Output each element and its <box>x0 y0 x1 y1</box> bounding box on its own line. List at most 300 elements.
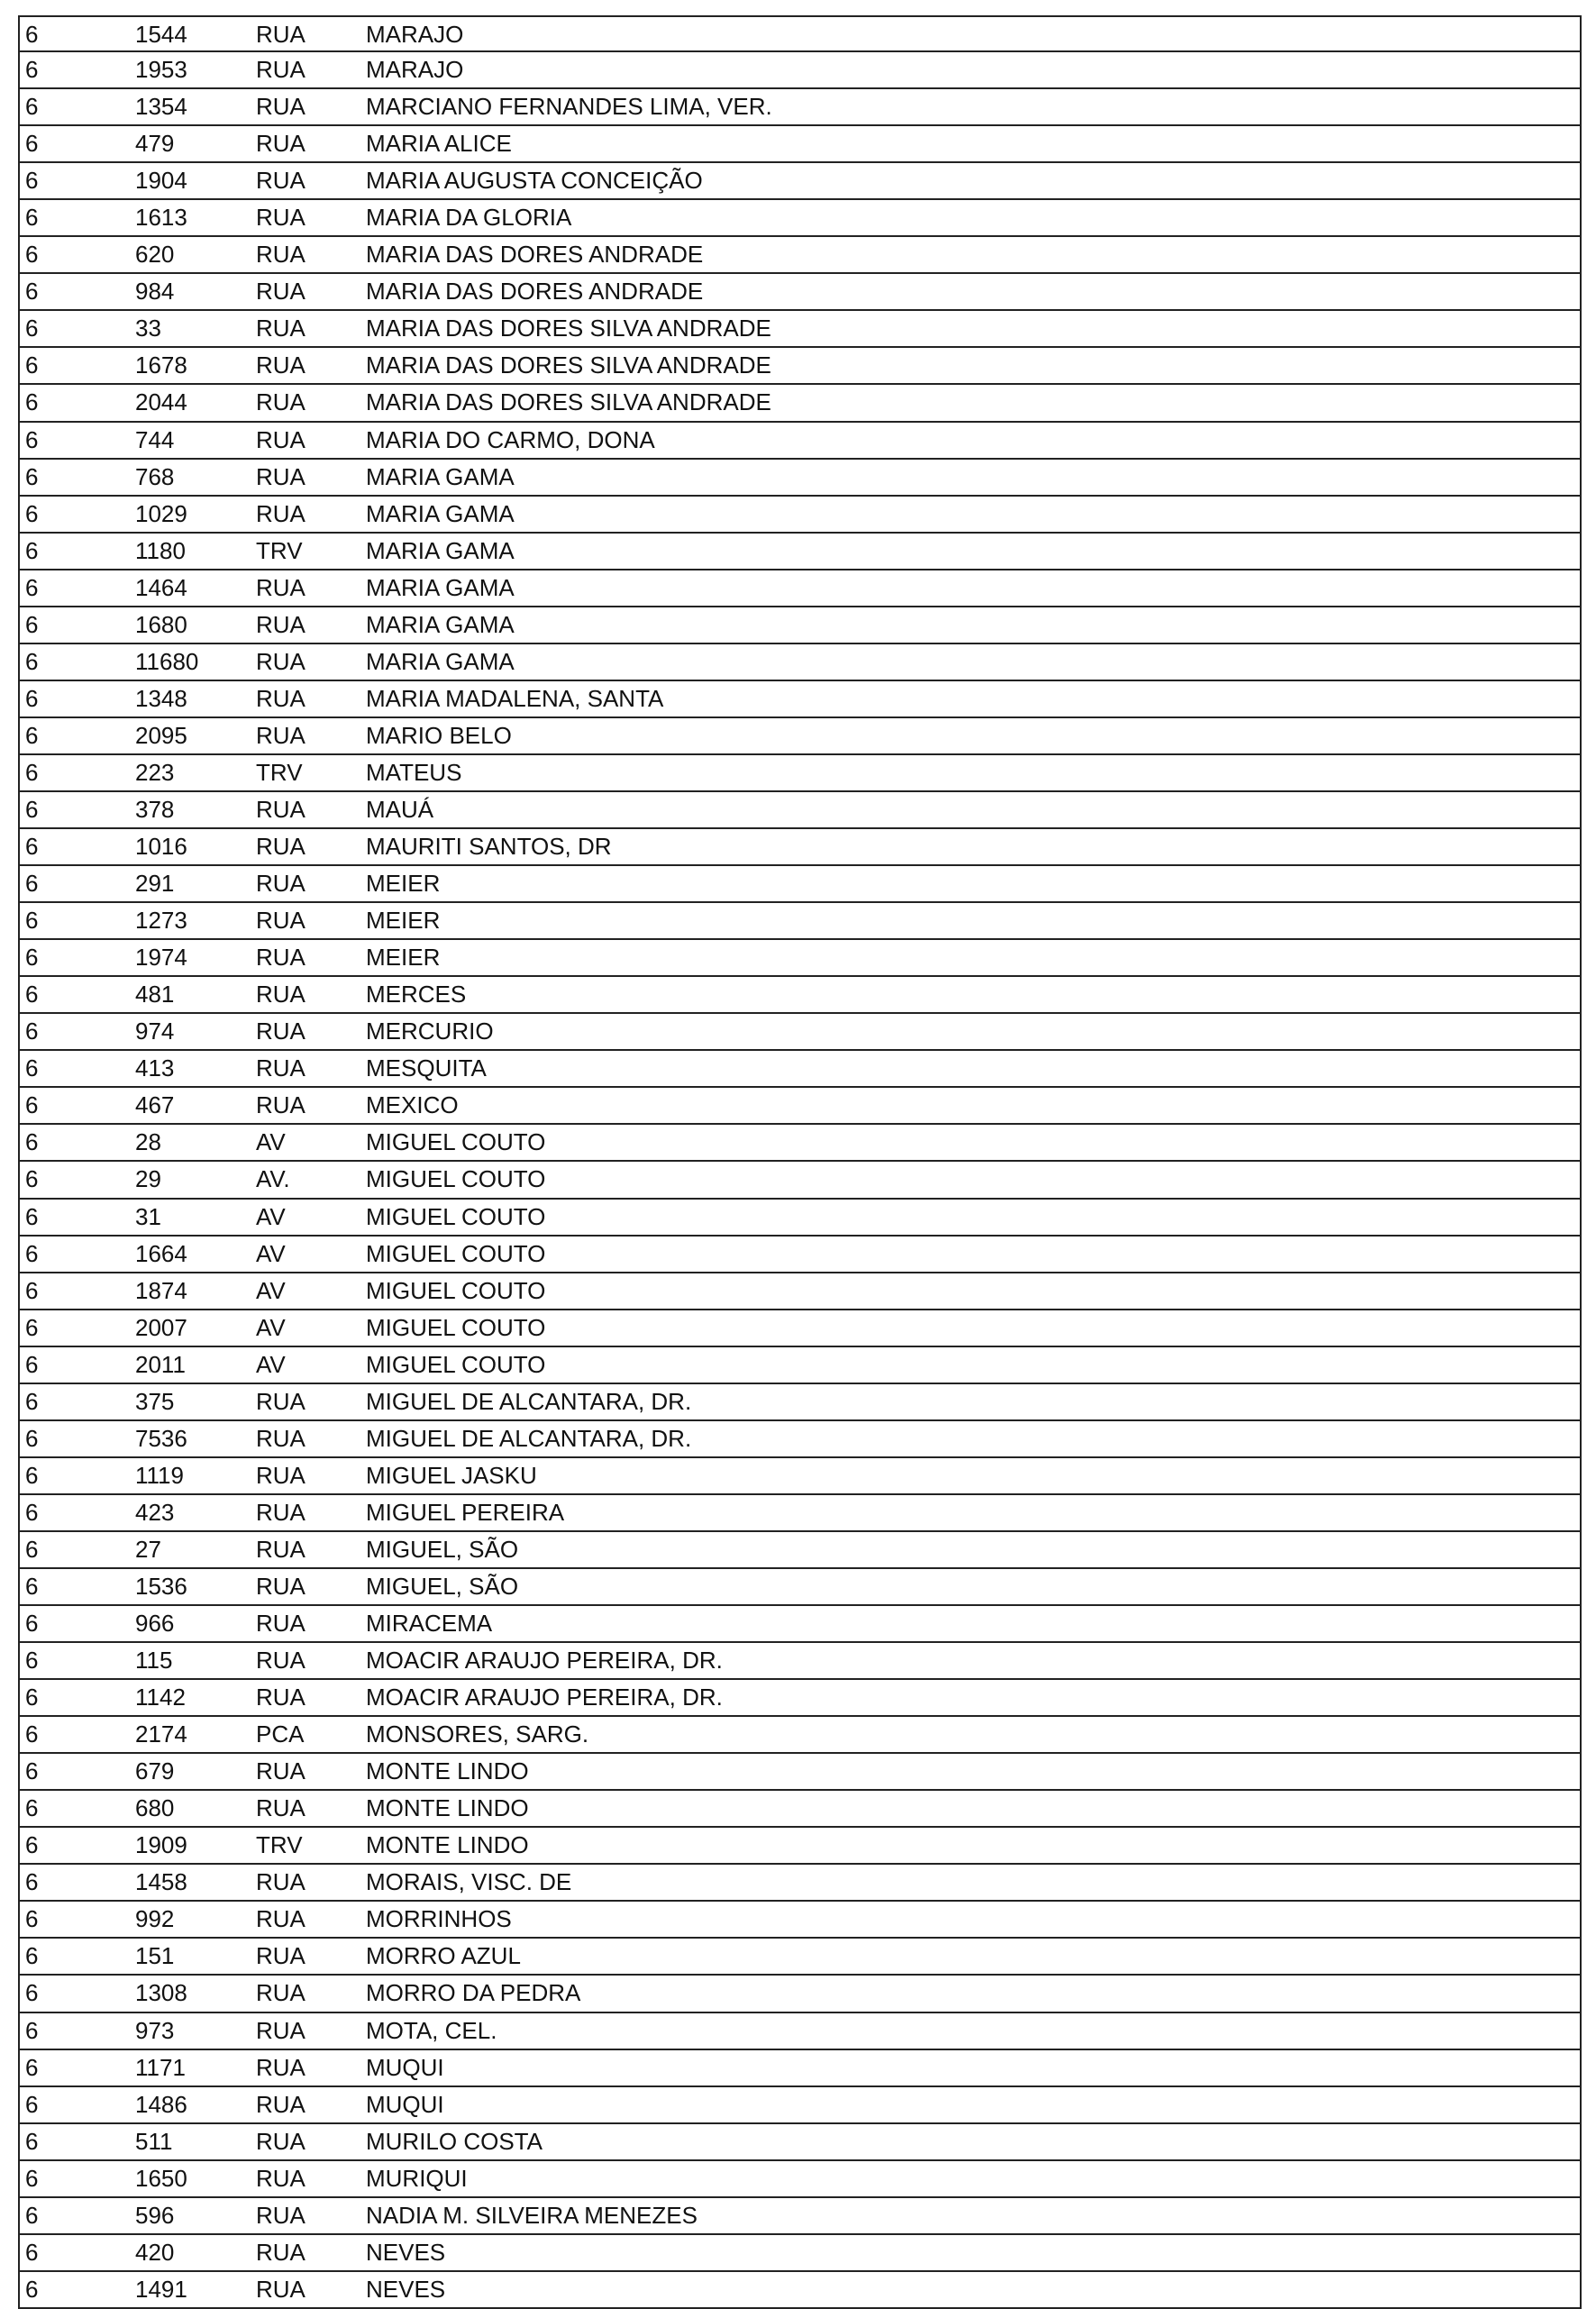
code-cell: 1029 <box>135 499 187 527</box>
zone-cell: 6 <box>25 1868 39 1896</box>
zone-cell: 6 <box>25 167 39 195</box>
zone-cell: 6 <box>25 981 39 1008</box>
code-cell: 1486 <box>135 2090 187 2118</box>
zone-cell: 6 <box>25 573 39 601</box>
type-cell: RUA <box>256 2275 306 2303</box>
table-row <box>18 1939 1582 1976</box>
type-cell: RUA <box>256 610 306 638</box>
table-row <box>18 977 1582 1014</box>
street-name-cell: MIGUEL COUTO <box>366 1313 546 1341</box>
type-cell: AV. <box>256 1165 290 1193</box>
zone-cell: 6 <box>25 1424 39 1452</box>
table-row <box>18 1791 1582 1828</box>
type-cell: RUA <box>256 1535 306 1563</box>
table-row <box>18 940 1582 977</box>
type-cell: AV <box>256 1128 286 1156</box>
street-name-cell: MOTA, CEL. <box>366 2016 497 2044</box>
code-cell: 768 <box>135 462 175 490</box>
type-cell: RUA <box>256 241 306 269</box>
code-cell: 966 <box>135 1610 175 1638</box>
street-table <box>18 15 1582 2309</box>
code-cell: 1974 <box>135 944 187 972</box>
zone-cell: 6 <box>25 2164 39 2192</box>
type-cell: RUA <box>256 833 306 861</box>
type-cell: RUA <box>256 1868 306 1896</box>
zone-cell: 6 <box>25 1350 39 1378</box>
type-cell: RUA <box>256 795 306 823</box>
street-name-cell: MARIA MADALENA, SANTA <box>366 684 664 712</box>
zone-cell: 6 <box>25 2016 39 2044</box>
table-row <box>18 1828 1582 1865</box>
code-cell: 7536 <box>135 1424 187 1452</box>
zone-cell: 6 <box>25 21 39 48</box>
code-cell: 1171 <box>135 2053 186 2081</box>
zone-cell: 6 <box>25 1165 39 1193</box>
type-cell: RUA <box>256 1905 306 1933</box>
code-cell: 375 <box>135 1387 175 1415</box>
code-cell: 11680 <box>135 647 199 675</box>
street-name-cell: NADIA M. SILVEIRA MENEZES <box>366 2201 698 2229</box>
code-cell: 1119 <box>135 1461 184 1489</box>
type-cell: RUA <box>256 388 306 416</box>
table-row <box>18 1606 1582 1643</box>
street-name-cell: MARIA DAS DORES SILVA ANDRADE <box>366 315 771 342</box>
zone-cell: 6 <box>25 351 39 379</box>
code-cell: 28 <box>135 1128 161 1156</box>
table-row <box>18 89 1582 126</box>
street-name-cell: NEVES <box>366 2275 446 2303</box>
code-cell: 620 <box>135 241 175 269</box>
type-cell: RUA <box>256 462 306 490</box>
type-cell: RUA <box>256 1757 306 1785</box>
street-name-cell: MARIA GAMA <box>366 499 515 527</box>
table-row <box>18 311 1582 348</box>
table-row <box>18 718 1582 755</box>
code-cell: 33 <box>135 315 161 342</box>
code-cell: 413 <box>135 1054 175 1082</box>
table-row <box>18 1273 1582 1310</box>
code-cell: 973 <box>135 2016 175 2044</box>
code-cell: 1348 <box>135 684 187 712</box>
table-row <box>18 1162 1582 1199</box>
table-row <box>18 348 1582 385</box>
type-cell: RUA <box>256 573 306 601</box>
zone-cell: 6 <box>25 1387 39 1415</box>
code-cell: 596 <box>135 2201 175 2229</box>
street-name-cell: MARIA DAS DORES SILVA ANDRADE <box>366 388 771 416</box>
zone-cell: 6 <box>25 870 39 898</box>
code-cell: 744 <box>135 425 175 453</box>
type-cell: AV <box>256 1313 286 1341</box>
street-name-cell: MORRO AZUL <box>366 1942 521 1970</box>
type-cell: AV <box>256 1350 286 1378</box>
type-cell: RUA <box>256 1424 306 1452</box>
street-name-cell: MORRINHOS <box>366 1905 512 1933</box>
table-row <box>18 126 1582 163</box>
zone-cell: 6 <box>25 1794 39 1822</box>
street-name-cell: MEIER <box>366 870 441 898</box>
street-name-cell: MONTE LINDO <box>366 1757 529 1785</box>
code-cell: 1613 <box>135 204 187 232</box>
zone-cell: 6 <box>25 130 39 158</box>
type-cell: RUA <box>256 2090 306 2118</box>
table-row <box>18 2124 1582 2161</box>
type-cell: RUA <box>256 1684 306 1711</box>
street-name-cell: MIGUEL COUTO <box>366 1202 546 1230</box>
table-row <box>18 52 1582 89</box>
code-cell: 1142 <box>135 1684 186 1711</box>
table-row <box>18 681 1582 718</box>
table-row <box>18 163 1582 200</box>
code-cell: 1180 <box>135 536 186 564</box>
type-cell: AV <box>256 1276 286 1304</box>
zone-cell: 6 <box>25 499 39 527</box>
street-name-cell: MURILO COSTA <box>366 2127 543 2155</box>
type-cell: RUA <box>256 425 306 453</box>
zone-cell: 6 <box>25 1461 39 1489</box>
table-row <box>18 644 1582 681</box>
table-row <box>18 15 1582 52</box>
table-row <box>18 755 1582 792</box>
street-name-cell: MARAJO <box>366 21 464 48</box>
table-row <box>18 2087 1582 2124</box>
table-row <box>18 200 1582 237</box>
zone-cell: 6 <box>25 944 39 972</box>
street-name-cell: MURIQUI <box>366 2164 468 2192</box>
type-cell: RUA <box>256 56 306 84</box>
street-name-cell: MARIA DA GLORIA <box>366 204 572 232</box>
zone-cell: 6 <box>25 1572 39 1600</box>
zone-cell: 6 <box>25 278 39 306</box>
street-name-cell: MUQUI <box>366 2090 444 2118</box>
street-name-cell: MUQUI <box>366 2053 444 2081</box>
table-row <box>18 1310 1582 1347</box>
type-cell: RUA <box>256 2164 306 2192</box>
street-name-cell: MIGUEL COUTO <box>366 1128 546 1156</box>
type-cell: TRV <box>256 758 303 786</box>
code-cell: 1650 <box>135 2164 187 2192</box>
zone-cell: 6 <box>25 2238 39 2266</box>
zone-cell: 6 <box>25 1202 39 1230</box>
zone-cell: 6 <box>25 610 39 638</box>
table-row <box>18 1532 1582 1569</box>
table-row <box>18 1902 1582 1939</box>
zone-cell: 6 <box>25 1757 39 1785</box>
zone-cell: 6 <box>25 1054 39 1082</box>
table-row <box>18 829 1582 866</box>
street-name-cell: MONTE LINDO <box>366 1831 529 1859</box>
zone-cell: 6 <box>25 462 39 490</box>
type-cell: RUA <box>256 315 306 342</box>
type-cell: RUA <box>256 1572 306 1600</box>
table-row <box>18 570 1582 607</box>
street-name-cell: MARAJO <box>366 56 464 84</box>
code-cell: 2044 <box>135 388 187 416</box>
code-cell: 1909 <box>135 1831 187 1859</box>
street-name-cell: MIGUEL COUTO <box>366 1165 546 1193</box>
type-cell: RUA <box>256 21 306 48</box>
table-row <box>18 1569 1582 1606</box>
zone-cell: 6 <box>25 907 39 935</box>
table-row <box>18 903 1582 940</box>
zone-cell: 6 <box>25 1905 39 1933</box>
type-cell: RUA <box>256 2127 306 2155</box>
street-name-cell: MIGUEL COUTO <box>366 1350 546 1378</box>
street-name-cell: MIGUEL DE ALCANTARA, DR. <box>366 1387 692 1415</box>
table-row <box>18 497 1582 534</box>
code-cell: 1664 <box>135 1239 187 1267</box>
zone-cell: 6 <box>25 1091 39 1119</box>
table-row <box>18 1125 1582 1162</box>
code-cell: 115 <box>135 1647 173 1675</box>
zone-cell: 6 <box>25 56 39 84</box>
table-row <box>18 385 1582 422</box>
type-cell: RUA <box>256 1498 306 1526</box>
table-row <box>18 2161 1582 2198</box>
table-row <box>18 1237 1582 1273</box>
code-cell: 2174 <box>135 1720 187 1748</box>
code-cell: 151 <box>135 1942 175 1970</box>
street-name-cell: MORAIS, VISC. DE <box>366 1868 572 1896</box>
zone-cell: 6 <box>25 93 39 121</box>
zone-cell: 6 <box>25 1498 39 1526</box>
street-name-cell: MARIA DO CARMO, DONA <box>366 425 655 453</box>
zone-cell: 6 <box>25 1018 39 1045</box>
table-row <box>18 1976 1582 2012</box>
table-row <box>18 1495 1582 1532</box>
type-cell: RUA <box>256 907 306 935</box>
type-cell: TRV <box>256 536 303 564</box>
code-cell: 31 <box>135 1202 161 1230</box>
code-cell: 27 <box>135 1535 161 1563</box>
code-cell: 2095 <box>135 721 187 749</box>
type-cell: RUA <box>256 1018 306 1045</box>
code-cell: 1464 <box>135 573 187 601</box>
type-cell: RUA <box>256 1054 306 1082</box>
code-cell: 1491 <box>135 2275 187 2303</box>
table-row <box>18 2235 1582 2272</box>
zone-cell: 6 <box>25 795 39 823</box>
code-cell: 1544 <box>135 21 187 48</box>
table-row <box>18 2050 1582 2087</box>
zone-cell: 6 <box>25 833 39 861</box>
table-row <box>18 792 1582 829</box>
zone-cell: 6 <box>25 1942 39 1970</box>
code-cell: 1536 <box>135 1572 187 1600</box>
code-cell: 2011 <box>135 1350 186 1378</box>
code-cell: 679 <box>135 1757 175 1785</box>
zone-cell: 6 <box>25 758 39 786</box>
code-cell: 2007 <box>135 1313 187 1341</box>
zone-cell: 6 <box>25 2053 39 2081</box>
street-name-cell: MARIA GAMA <box>366 536 515 564</box>
code-cell: 1354 <box>135 93 187 121</box>
code-cell: 511 <box>135 2127 173 2155</box>
zone-cell: 6 <box>25 1684 39 1711</box>
street-name-cell: MIGUEL, SÃO <box>366 1535 519 1563</box>
type-cell: RUA <box>256 351 306 379</box>
type-cell: RUA <box>256 2053 306 2081</box>
code-cell: 680 <box>135 1794 175 1822</box>
zone-cell: 6 <box>25 315 39 342</box>
type-cell: RUA <box>256 981 306 1008</box>
code-cell: 974 <box>135 1018 175 1045</box>
code-cell: 1016 <box>135 833 187 861</box>
street-name-cell: MARIA GAMA <box>366 573 515 601</box>
street-name-cell: MIGUEL PEREIRA <box>366 1498 565 1526</box>
code-cell: 378 <box>135 795 175 823</box>
street-name-cell: MATEUS <box>366 758 462 786</box>
street-name-cell: MARCIANO FERNANDES LIMA, VER. <box>366 93 772 121</box>
type-cell: RUA <box>256 721 306 749</box>
zone-cell: 6 <box>25 1647 39 1675</box>
street-name-cell: MARIA DAS DORES ANDRADE <box>366 278 704 306</box>
zone-cell: 6 <box>25 2201 39 2229</box>
code-cell: 1680 <box>135 610 187 638</box>
table-row <box>18 1200 1582 1237</box>
street-name-cell: MORRO DA PEDRA <box>366 1979 581 2007</box>
type-cell: TRV <box>256 1831 303 1859</box>
type-cell: RUA <box>256 1091 306 1119</box>
street-name-cell: MERCES <box>366 981 467 1008</box>
code-cell: 467 <box>135 1091 175 1119</box>
table-row <box>18 2013 1582 2050</box>
street-name-cell: MONSORES, SARG. <box>366 1720 589 1748</box>
table-row <box>18 866 1582 903</box>
zone-cell: 6 <box>25 425 39 453</box>
type-cell: RUA <box>256 1794 306 1822</box>
street-name-cell: MESQUITA <box>366 1054 487 1082</box>
type-cell: RUA <box>256 2201 306 2229</box>
street-name-cell: MOACIR ARAUJO PEREIRA, DR. <box>366 1684 723 1711</box>
zone-cell: 6 <box>25 1535 39 1563</box>
code-cell: 481 <box>135 981 175 1008</box>
type-cell: RUA <box>256 1647 306 1675</box>
type-cell: PCA <box>256 1720 305 1748</box>
zone-cell: 6 <box>25 721 39 749</box>
type-cell: RUA <box>256 1610 306 1638</box>
street-name-cell: MEIER <box>366 944 441 972</box>
code-cell: 1874 <box>135 1276 187 1304</box>
street-name-cell: MIRACEMA <box>366 1610 493 1638</box>
street-name-cell: MARIA DAS DORES SILVA ANDRADE <box>366 351 771 379</box>
street-name-cell: MOACIR ARAUJO PEREIRA, DR. <box>366 1647 723 1675</box>
zone-cell: 6 <box>25 2275 39 2303</box>
table-row <box>18 460 1582 497</box>
table-row <box>18 1458 1582 1495</box>
zone-cell: 6 <box>25 241 39 269</box>
street-name-cell: MARIA DAS DORES ANDRADE <box>366 241 704 269</box>
code-cell: 992 <box>135 1905 175 1933</box>
street-name-cell: MARIA GAMA <box>366 462 515 490</box>
street-name-cell: MIGUEL JASKU <box>366 1461 537 1489</box>
type-cell: RUA <box>256 647 306 675</box>
code-cell: 1273 <box>135 907 187 935</box>
zone-cell: 6 <box>25 1979 39 2007</box>
zone-cell: 6 <box>25 1720 39 1748</box>
table-row <box>18 1754 1582 1791</box>
code-cell: 291 <box>135 870 175 898</box>
code-cell: 29 <box>135 1165 161 1193</box>
zone-cell: 6 <box>25 1239 39 1267</box>
code-cell: 420 <box>135 2238 175 2266</box>
type-cell: RUA <box>256 1387 306 1415</box>
type-cell: RUA <box>256 499 306 527</box>
code-cell: 1678 <box>135 351 187 379</box>
table-row <box>18 1643 1582 1680</box>
table-row <box>18 274 1582 311</box>
type-cell: RUA <box>256 167 306 195</box>
street-name-cell: MARIA GAMA <box>366 647 515 675</box>
zone-cell: 6 <box>25 204 39 232</box>
street-name-cell: MARIO BELO <box>366 721 512 749</box>
street-name-cell: MEXICO <box>366 1091 459 1119</box>
table-row <box>18 1384 1582 1421</box>
table-row <box>18 534 1582 570</box>
table-row <box>18 1051 1582 1088</box>
table-row <box>18 1421 1582 1458</box>
table-row <box>18 423 1582 460</box>
zone-cell: 6 <box>25 647 39 675</box>
table-row <box>18 2272 1582 2309</box>
type-cell: RUA <box>256 684 306 712</box>
type-cell: AV <box>256 1239 286 1267</box>
code-cell: 479 <box>135 130 175 158</box>
street-name-cell: MARIA GAMA <box>366 610 515 638</box>
table-row <box>18 607 1582 644</box>
street-name-cell: MIGUEL COUTO <box>366 1276 546 1304</box>
zone-cell: 6 <box>25 1610 39 1638</box>
zone-cell: 6 <box>25 684 39 712</box>
street-name-cell: NEVES <box>366 2238 446 2266</box>
type-cell: RUA <box>256 870 306 898</box>
table-row <box>18 1680 1582 1717</box>
table-row <box>18 1865 1582 1902</box>
code-cell: 1308 <box>135 1979 187 2007</box>
zone-cell: 6 <box>25 1276 39 1304</box>
street-name-cell: MEIER <box>366 907 441 935</box>
type-cell: RUA <box>256 278 306 306</box>
type-cell: RUA <box>256 204 306 232</box>
street-name-cell: MAUÁ <box>366 795 434 823</box>
table-row <box>18 1717 1582 1754</box>
street-name-cell: MIGUEL COUTO <box>366 1239 546 1267</box>
zone-cell: 6 <box>25 388 39 416</box>
street-name-cell: MAURITI SANTOS, DR <box>366 833 612 861</box>
code-cell: 1458 <box>135 1868 187 1896</box>
street-name-cell: MERCURIO <box>366 1018 494 1045</box>
code-cell: 423 <box>135 1498 175 1526</box>
type-cell: AV <box>256 1202 286 1230</box>
street-name-cell: MONTE LINDO <box>366 1794 529 1822</box>
type-cell: RUA <box>256 1979 306 2007</box>
code-cell: 984 <box>135 278 175 306</box>
zone-cell: 6 <box>25 1128 39 1156</box>
type-cell: RUA <box>256 2016 306 2044</box>
code-cell: 1904 <box>135 167 187 195</box>
street-name-cell: MIGUEL DE ALCANTARA, DR. <box>366 1424 692 1452</box>
zone-cell: 6 <box>25 536 39 564</box>
table-row <box>18 2198 1582 2235</box>
street-name-cell: MIGUEL, SÃO <box>366 1572 519 1600</box>
type-cell: RUA <box>256 1942 306 1970</box>
street-name-cell: MARIA ALICE <box>366 130 512 158</box>
table-row <box>18 1088 1582 1125</box>
code-cell: 223 <box>135 758 175 786</box>
table-row <box>18 1347 1582 1384</box>
type-cell: RUA <box>256 1461 306 1489</box>
type-cell: RUA <box>256 93 306 121</box>
